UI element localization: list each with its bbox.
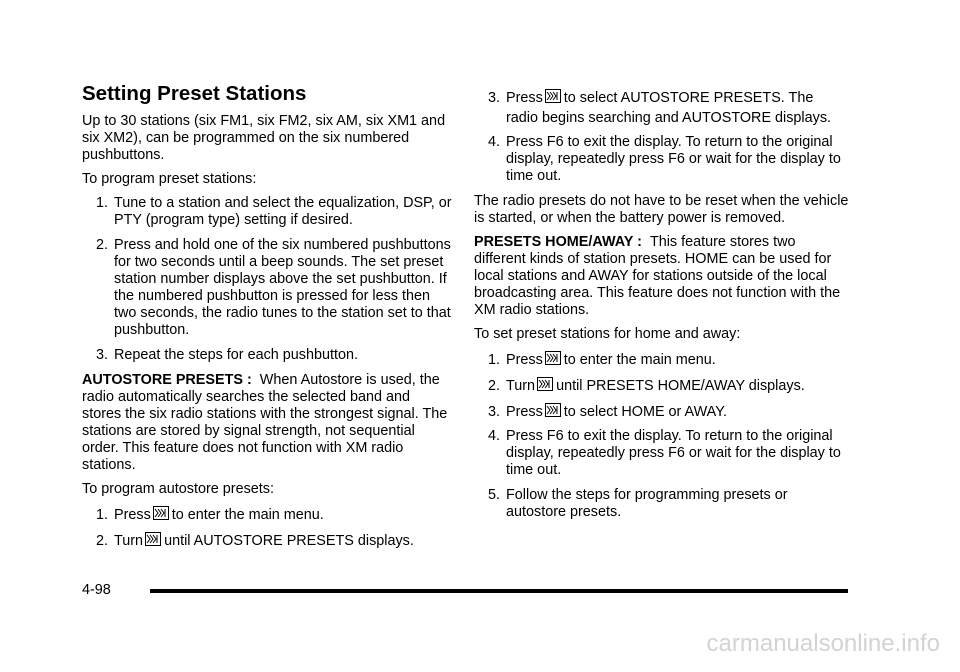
step-number: 2. xyxy=(96,533,109,549)
step-post: to select AUTOSTORE PRESETS. The radio begins searching and AUTOSTORE displays. xyxy=(506,90,832,126)
tune-select-knob-icon xyxy=(545,89,561,103)
home-away-description: This feature stores two different kinds of station presets. HOME can be used for local stations and AWAY for stations outside of the local broadcasting area. This feature does not function with the XM radio stations. xyxy=(474,234,841,318)
reset-note: The radio presets do not have to be reset when the vehicle is started, or when the battery power is removed. xyxy=(474,193,849,226)
intro-paragraph: Up to 30 stations (six FM1, six FM2, six AM, six XM1 and six XM2), can be programmed on the six numbered pushbuttons. xyxy=(82,113,446,163)
home-away-step-5 xyxy=(474,487,849,521)
step-text: Tune to a station and select the equalization, DSP, or PTY (program type) setting if desired. xyxy=(114,195,452,228)
section-title: Setting Preset Stations xyxy=(82,82,307,105)
autostore-step-2 xyxy=(82,531,452,551)
home-away-step-2 xyxy=(474,376,849,396)
home-away-step-4 xyxy=(474,428,849,479)
step-post: to enter the main menu. xyxy=(563,352,716,368)
step-text: Press F6 to exit the display. To return to the original display, repeatedly press F6 or wait for the display to time out. xyxy=(506,134,841,184)
preset-step-1 xyxy=(82,195,452,229)
step-pre: Press xyxy=(506,352,543,368)
step-post: until PRESETS HOME/AWAY displays. xyxy=(556,378,805,394)
left-column xyxy=(82,82,452,557)
step-number: 1. xyxy=(488,352,501,368)
step-pre: Press xyxy=(114,507,151,523)
tune-select-knob-icon xyxy=(545,403,561,417)
right-column xyxy=(474,88,849,529)
step-post: to enter the main menu. xyxy=(171,507,324,523)
autostore-description: When Autostore is used, the radio automatically searches the selected band and stores the six radio stations with the strongest signal. The stations are stored by signal strength, not sequential order. This feature does not function with XM radio stations. xyxy=(82,372,448,473)
step-number: 4. xyxy=(488,428,501,444)
preset-lead: To program preset stations: xyxy=(82,171,257,187)
home-away-lead: To set preset stations for home and away: xyxy=(474,326,741,342)
home-away-paragraph xyxy=(474,234,849,319)
step-pre: Turn xyxy=(506,378,536,394)
preset-step-2 xyxy=(82,237,452,339)
step-text: Follow the steps for programming presets or autostore presets. xyxy=(506,487,788,520)
step-number: 5. xyxy=(488,487,501,503)
step-text: Press and hold one of the six numbered pushbuttons for two seconds until a beep sounds. The set preset station number displays above the set pushbutton. If the numbered pushbutton is pressed for less then two seconds, the radio tunes to the station set to that pushbutton. xyxy=(114,237,451,338)
home-away-step-3 xyxy=(474,402,849,422)
step-number: 1. xyxy=(96,195,109,211)
autostore-term: AUTOSTORE PRESETS : xyxy=(82,372,252,388)
autostore-step-3 xyxy=(474,88,849,128)
preset-step-3 xyxy=(82,347,452,364)
step-text: Press F6 to exit the display. To return to the original display, repeatedly press F6 or wait for the display to time out. xyxy=(506,428,841,478)
page-number: 4-98 xyxy=(82,582,111,598)
tune-select-knob-icon xyxy=(545,351,561,365)
step-number: 3. xyxy=(488,404,501,420)
step-post: to select HOME or AWAY. xyxy=(563,404,727,420)
step-number: 2. xyxy=(488,378,501,394)
step-pre: Press xyxy=(506,404,543,420)
autostore-paragraph xyxy=(82,372,452,474)
tune-select-knob-icon xyxy=(537,377,553,391)
footer-rule xyxy=(150,589,848,593)
step-number: 2. xyxy=(96,237,109,253)
home-away-term: PRESETS HOME/AWAY : xyxy=(474,234,642,250)
autostore-step-1 xyxy=(82,505,452,525)
autostore-step-4 xyxy=(474,134,849,185)
step-post: until AUTOSTORE PRESETS displays. xyxy=(164,533,414,549)
step-number: 3. xyxy=(96,347,109,363)
step-number: 4. xyxy=(488,134,501,150)
home-away-step-1 xyxy=(474,350,849,370)
step-number: 3. xyxy=(488,90,501,106)
autostore-lead: To program autostore presets: xyxy=(82,481,274,497)
step-pre: Turn xyxy=(114,533,144,549)
step-text: Repeat the steps for each pushbutton. xyxy=(114,347,359,363)
tune-select-knob-icon xyxy=(153,506,169,520)
step-number: 1. xyxy=(96,507,109,523)
tune-select-knob-icon xyxy=(145,532,161,546)
watermark: carmanualsonline.info xyxy=(706,630,940,657)
step-pre: Press xyxy=(506,90,543,106)
